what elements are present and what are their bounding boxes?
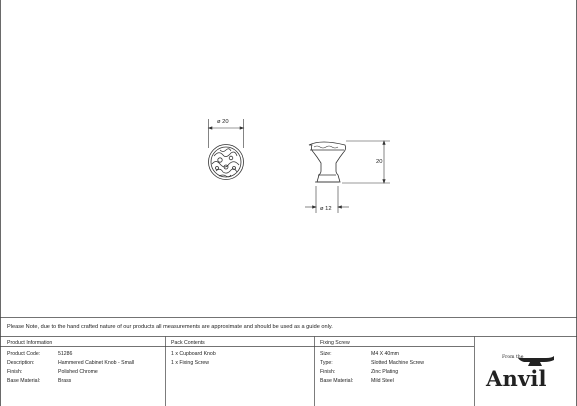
side-height-label: 20 (376, 159, 383, 165)
screw-finish-label: Finish: (320, 369, 336, 375)
front-view (209, 145, 244, 180)
brand-logo (480, 346, 574, 402)
side-base-diameter-label: ø 12 (320, 206, 332, 212)
screw-material-value: Mild Steel (371, 378, 394, 384)
logo-wordmark: Anvil (486, 366, 547, 391)
product-info-header: Product Information (7, 340, 53, 346)
product-code-value: 51286 (58, 351, 73, 357)
base-material-label: Base Material: (7, 378, 41, 384)
screw-finish-value: Zinc Plating (371, 369, 399, 375)
logo-tagline: From the (502, 355, 524, 360)
pack-item: 1 x Fixing Screw (171, 360, 210, 366)
screw-size-label: Size: (320, 351, 332, 357)
finish-value: Polished Chrome (58, 369, 98, 375)
pack-contents-header: Pack Contents (171, 340, 205, 346)
description-label: Description: (7, 360, 35, 366)
screw-material-label: Base Material: (320, 378, 354, 384)
screw-size-value: M4 X 40mm (371, 351, 399, 357)
finish-label: Finish: (7, 369, 23, 375)
base-material-value: Brass (58, 378, 72, 384)
description-value: Hammered Cabinet Knob - Small (58, 360, 135, 366)
fixing-screw-header: Fixing Screw (320, 340, 350, 346)
side-height-dimension (342, 141, 390, 183)
product-code-label: Product Code: (7, 351, 41, 357)
measurement-note: Please Note, due to the hand crafted nature of our products all measurements are approximate and should be used as a guide only. (7, 324, 333, 330)
screw-type-value: Slotted Machine Screw (371, 360, 425, 366)
pack-item: 1 x Cupboard Knob (171, 351, 216, 357)
side-view (309, 142, 346, 182)
front-diameter-label: ø 20 (217, 119, 229, 125)
screw-type-label: Type: (320, 360, 333, 366)
